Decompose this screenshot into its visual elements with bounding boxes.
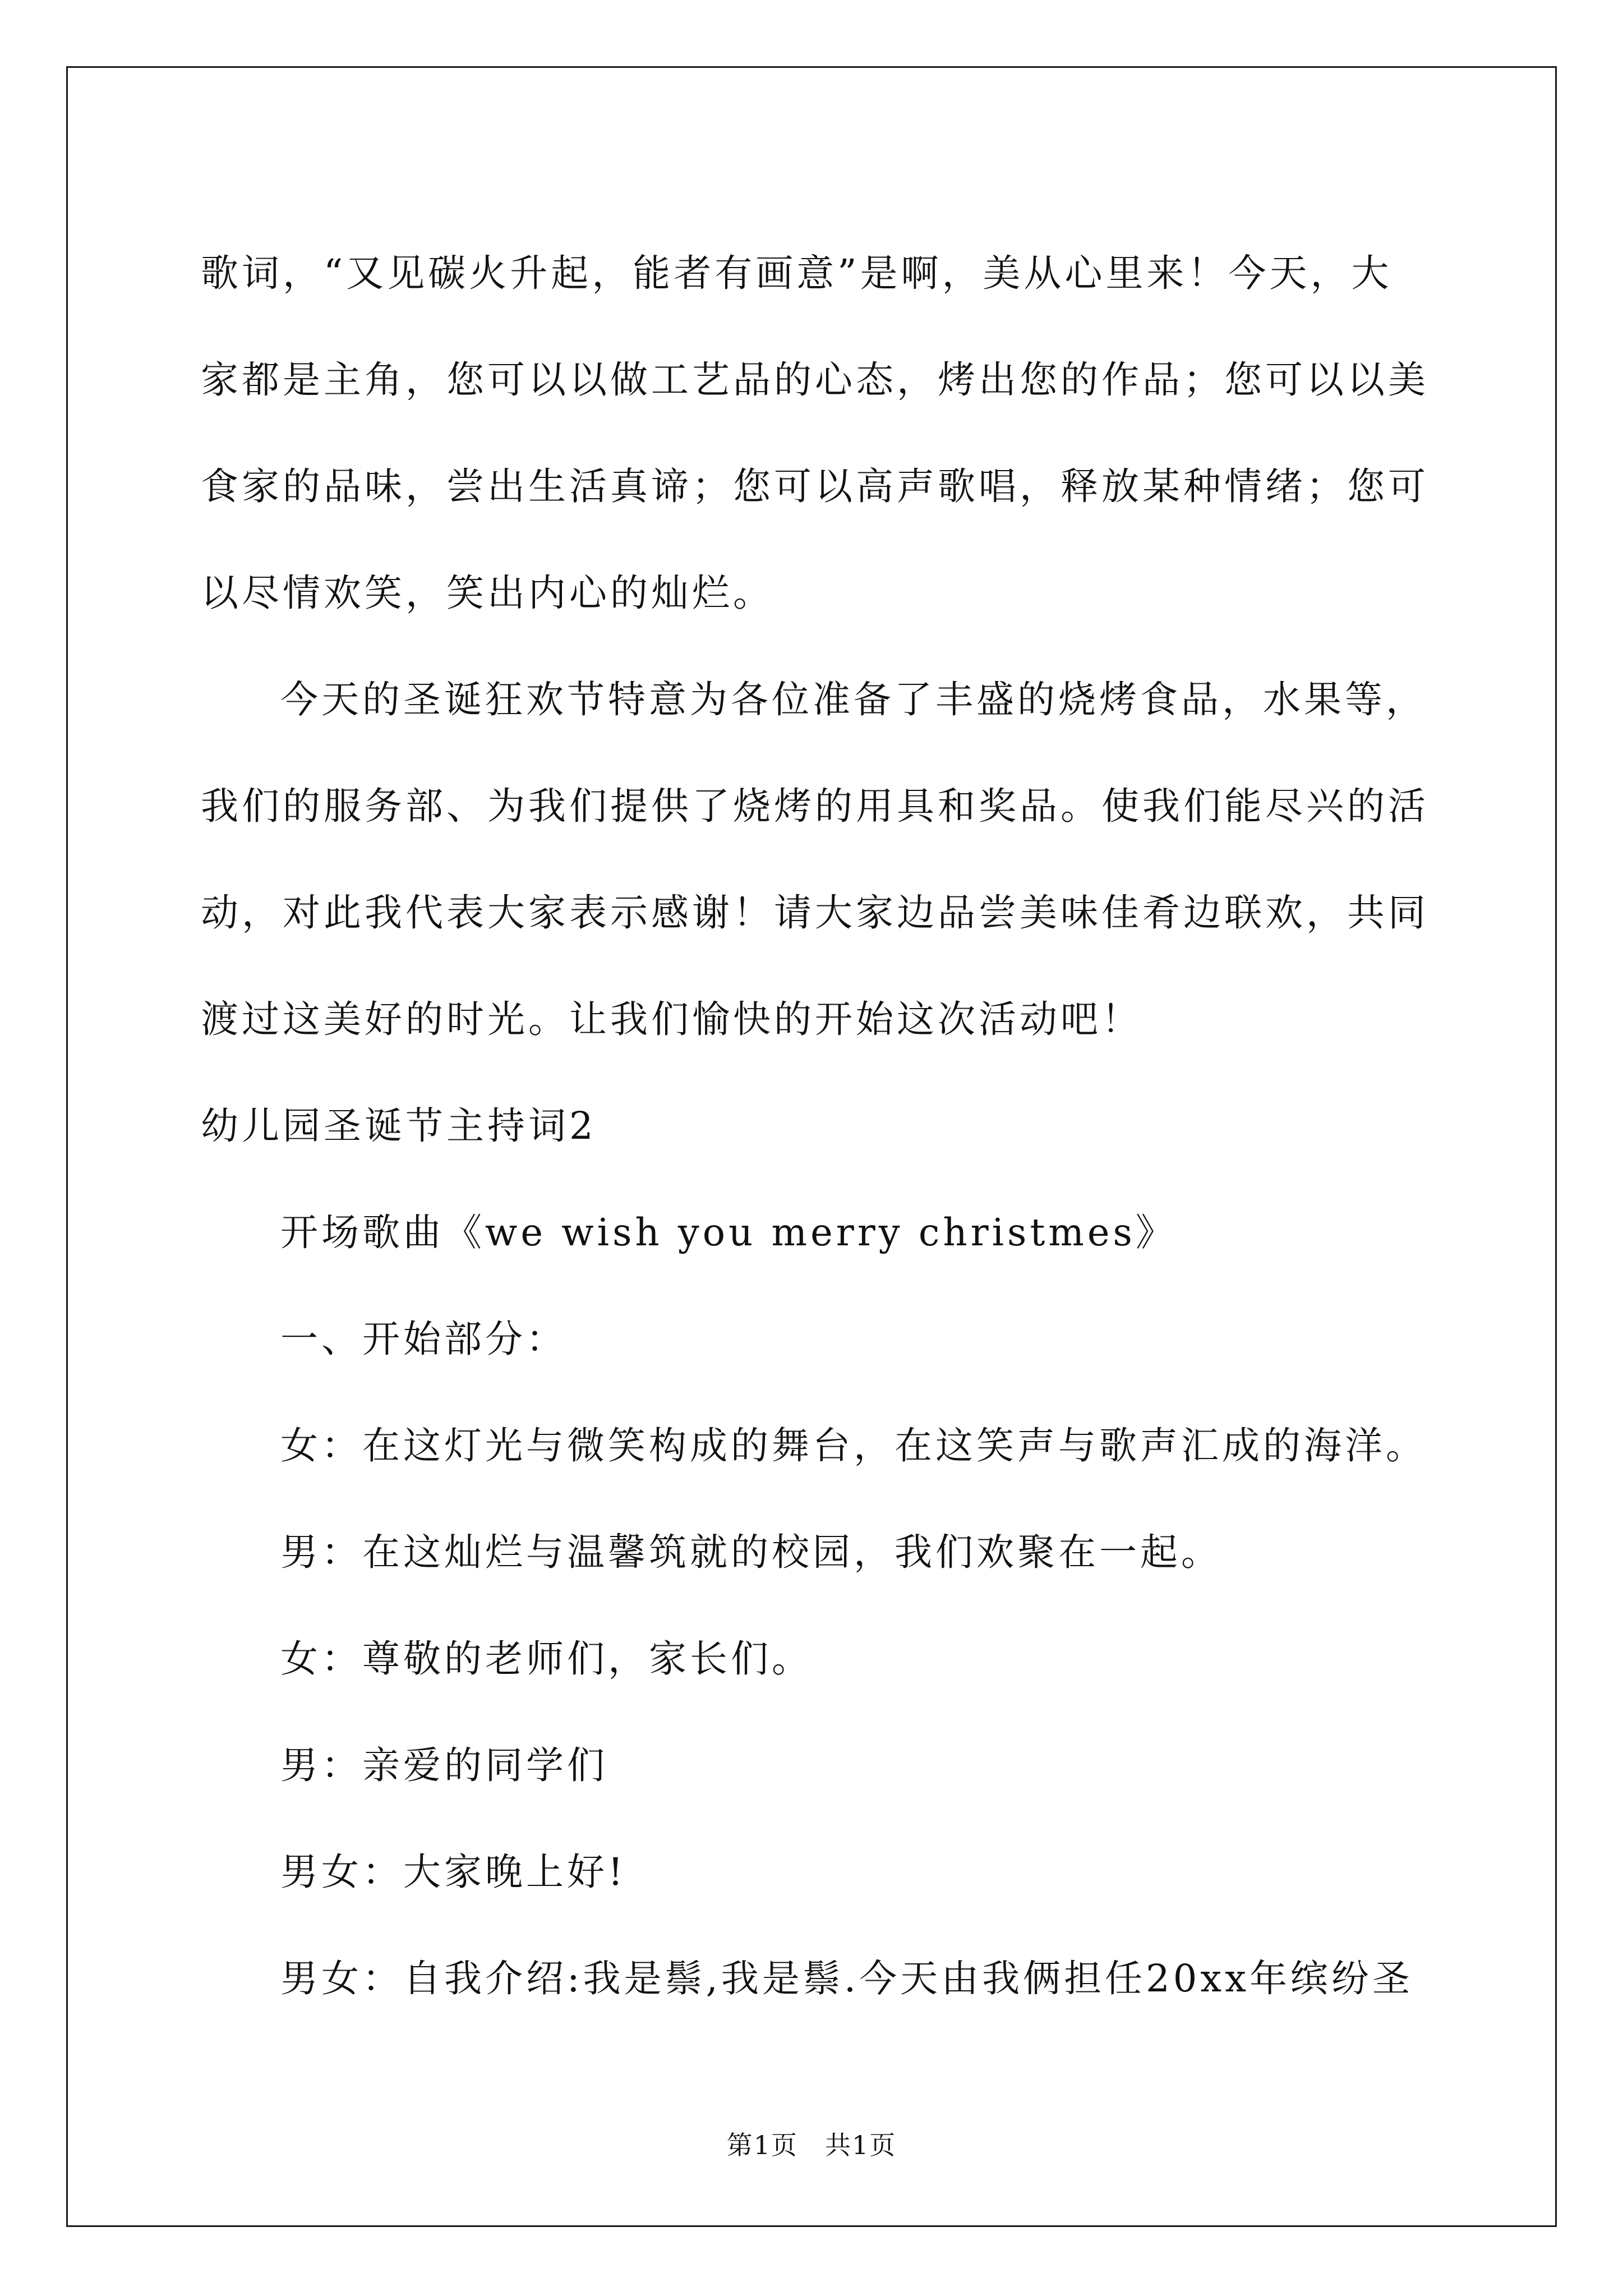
page-total: 共1页 bbox=[825, 2130, 897, 2160]
dialogue-line: 男女：自我介绍:我是鬃,我是鬃.今天由我俩担任20xx年缤纷圣 bbox=[280, 1957, 1413, 2000]
page-footer bbox=[0, 2125, 1623, 2162]
dialogue-line: 女：尊敬的老师们，家长们。 bbox=[280, 1637, 813, 1681]
paragraph-thanks: 今天的圣诞狂欢节特意为各位准备了丰盛的烧烤食品，水果等，我们的服务部、为我们提供了烧烤的用具和奖品。使我们能尽兴的活动，对此我代表大家表示感谢！请大家边品尝美味佳肴边联欢，共同渡过这美好的时光。让我们愉快的开始这次活动吧！ bbox=[201, 678, 1429, 1041]
page-number: 第1页 bbox=[726, 2130, 798, 2160]
dialogue-line: 男：亲爱的同学们 bbox=[280, 1743, 608, 1787]
section-heading: 幼儿园圣诞节主持词2 bbox=[201, 1104, 597, 1148]
paragraph-intro: 歌词，“又见碳火升起，能者有画意”是啊，美从心里来！今天，大家都是主角，您可以以做工艺品的心态，烤出您的作品；您可以以美食家的品味，尝出生活真谛；您可以高声歌唱，释放某种情绪；您可以尽情欢笑，笑出内心的灿烂。 bbox=[201, 251, 1429, 615]
dialogue-line: 女：在这灯光与微笑构成的舞台，在这笑声与歌声汇成的海洋。 bbox=[280, 1424, 1427, 1467]
dialogue-line: 男女：大家晚上好! bbox=[280, 1850, 626, 1894]
document-body bbox=[201, 220, 1429, 2032]
dialogue-line: 男：在这灿烂与温馨筑就的校园，我们欢聚在一起。 bbox=[280, 1530, 1222, 1574]
paragraph-opening-song: 开场歌曲《we wish you merry christmes》 bbox=[280, 1211, 1177, 1254]
paragraph-part-one: 一、开始部分： bbox=[280, 1317, 567, 1361]
